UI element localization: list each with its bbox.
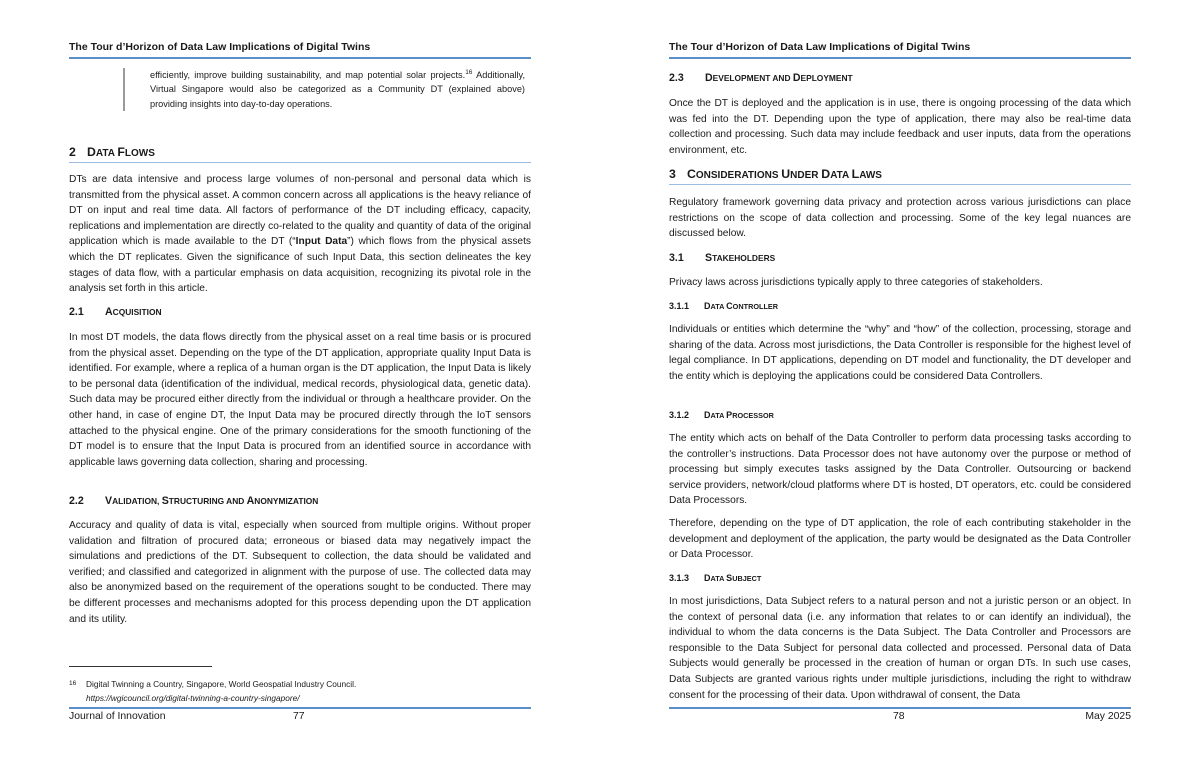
footnote-ref[interactable]: 16: [465, 68, 473, 76]
page-number: 77: [293, 711, 305, 722]
footnote: [69, 677, 531, 705]
section-3-1-2-paragraph: The entity which acts on behalf of the Data Controller to perform data processing tasks according to the controller’s instructions. Data Processor does not have autonomy over the purpose or method of processing but simply executes tasks assigned by the Data Controller. Outsourcing or backend service providers, network/cloud platforms where DT is hosted, DT operators, etc. could be considered Data Processors.: [669, 433, 1131, 507]
section-3-1-2-paragraph-2: Therefore, depending on the type of DT application, the role of each contributing stakeholder in the development and deployment of the application, the party would be designated as the Data Controller or Data Processor.: [669, 518, 1131, 561]
section-3-paragraph: Regulatory framework governing data privacy and protection across various jurisdictions can place restrictions on the scope of data collection and processing. Some of the key legal nuances are discussed below.: [669, 197, 1131, 240]
page-number: 78: [893, 711, 905, 722]
section-heading-2: 2 DATA FLOWS: [69, 145, 531, 163]
footer-rule: [69, 707, 531, 709]
section-2-2-paragraph: Accuracy and quality of data is vital, especially when sourced from multiple origins. Without proper validation and filtration of procured data; erroneous or biased data may negatively impact the simulations and predictions of the DT. Subsequent to collection, the data should be validated and verified; and classified and categorized in alignment with the purpose of use. The collected data may also be anonymized based on the requirement of the operations sought to be conducted. There may be different processes and mechanisms adopted for this process depending upon the DT application and its utility.: [69, 520, 531, 625]
defined-term: Input Data: [295, 236, 348, 248]
section-heading-3: 3 CONSIDERATIONS UNDER DATA LAWS: [669, 167, 1131, 185]
section-3-1-3-paragraph: In most jurisdictions, Data Subject refers to a natural person and not a juristic person or an object. In the context of personal data (i.e. any information that relates to or can identify an individual), the individual to whom the data concerns is the Data Subject. The Data Controller and Processors are responsible to the Data Subject for personal data collected and processed. Personal data of Data Subjects would generally be processed in the creation of human or organ DTs. In such use cases, Data Subjects are granted various rights under multiple jurisdictions, including the right to withdraw consent for the processing of their data. Upon withdrawal of consent, the Data: [669, 596, 1131, 701]
quote-text-continued: Additionally, Virtual Singapore would also be categorized as a Community DT (explained above) providing insights into day-to-day operations.: [150, 70, 525, 109]
footer-rule: [669, 707, 1131, 709]
footnote-text: Digital Twinning a Country, Singapore, World Geospatial Industry Council.: [86, 679, 357, 689]
section-2-3-paragraph: Once the DT is deployed and the application is in use, there is ongoing processing of the data which was fed into the DT. Depending upon the type of application, there may also be real-time data collection and processing. Such data may include feedback and user inputs, data from the operations environment, etc.: [669, 98, 1131, 156]
running-header: The Tour d’Horizon of Data Law Implications of Digital Twins: [69, 41, 531, 59]
section-heading-2-2: 2.2 VALIDATION, STRUCTURING AND ANONYMIZATION: [69, 495, 319, 507]
footer-journal: Journal of Innovation: [69, 711, 166, 722]
section-2-1-paragraph: In most DT models, the data flows directly from the physical asset on a real time basis or is procured from the physical asset. Depending on the type of the DT application, appropriate quality Input Data is identified. For example, where a replica of a human organ is the DT application, the Input Data is likely to be personal data (identification of the individual, medical records, physiological data, genetic data). Such data may be procured either directly from the individual or through a healthcare provider. On the other hand, in case of engine DT, the Input Data may be procured directly through the IoT sensors attached to the physical engine. One of the primary considerations for the smooth functioning of the DT model is to ensure that the Input Data is procured from an identified source in accordance with applicable laws governing data collection, sharing and processing.: [69, 332, 531, 468]
running-header: The Tour d’Horizon of Data Law Implications of Digital Twins: [669, 41, 1131, 59]
quote-text: efficiently, improve building sustainability, and map potential solar projects.: [150, 70, 466, 80]
section-heading-3-1-2: 3.1.2 DATA PROCESSOR: [669, 410, 774, 420]
footnote-mark: 16: [69, 680, 77, 687]
footnote-separator: [69, 666, 212, 667]
section-heading-3-1-3: 3.1.3 DATA SUBJECT: [669, 573, 762, 583]
section-heading-2-3: 2.3 DEVELOPMENT AND DEPLOYMENT: [669, 72, 853, 84]
section-3-1-1-paragraph: Individuals or entities which determine the “why” and “how” of the collection, processing, storage and sharing of the data. Across most jurisdictions, the Data Controller is responsible for the highest level of legal compliance. In DT applications, depending on DT model and functionality, the DT developer and the entity which is deploying the applications could be considered Data Controllers.: [669, 324, 1131, 382]
footer-date: May 2025: [1085, 711, 1131, 722]
section-heading-3-1: 3.1 STAKEHOLDERS: [669, 252, 776, 264]
section-2-paragraph: DTs are data intensive and process large volumes of non-personal and personal data which is transmitted from the physical asset. A common concern across all applications is the heavy reliance of DT on input and real time data. All factors of performance of the DT including efficacy, capacity, replications and implementation are directly co-related to the quality and quantity of data of the original application which is made available to the DT (“Input Data”) which flows from the physical assets which the DT replicates. Given the significance of such Input Data, this section delineates the key stages of data flow, with a particular emphasis on data acquisition, recognizing its pivotal role in the analysis set forth in this article.: [69, 174, 531, 295]
footnote-url[interactable]: https://wgicouncil.org/digital-twinning-a-country-singapore/: [86, 693, 300, 703]
section-heading-3-1-1: 3.1.1 DATA CONTROLLER: [669, 301, 779, 311]
block-quote: [123, 68, 525, 111]
section-3-1-paragraph: Privacy laws across jurisdictions typically apply to three categories of stakeholders.: [669, 277, 1043, 288]
section-heading-2-1: 2.1 ACQUISITION: [69, 306, 162, 318]
